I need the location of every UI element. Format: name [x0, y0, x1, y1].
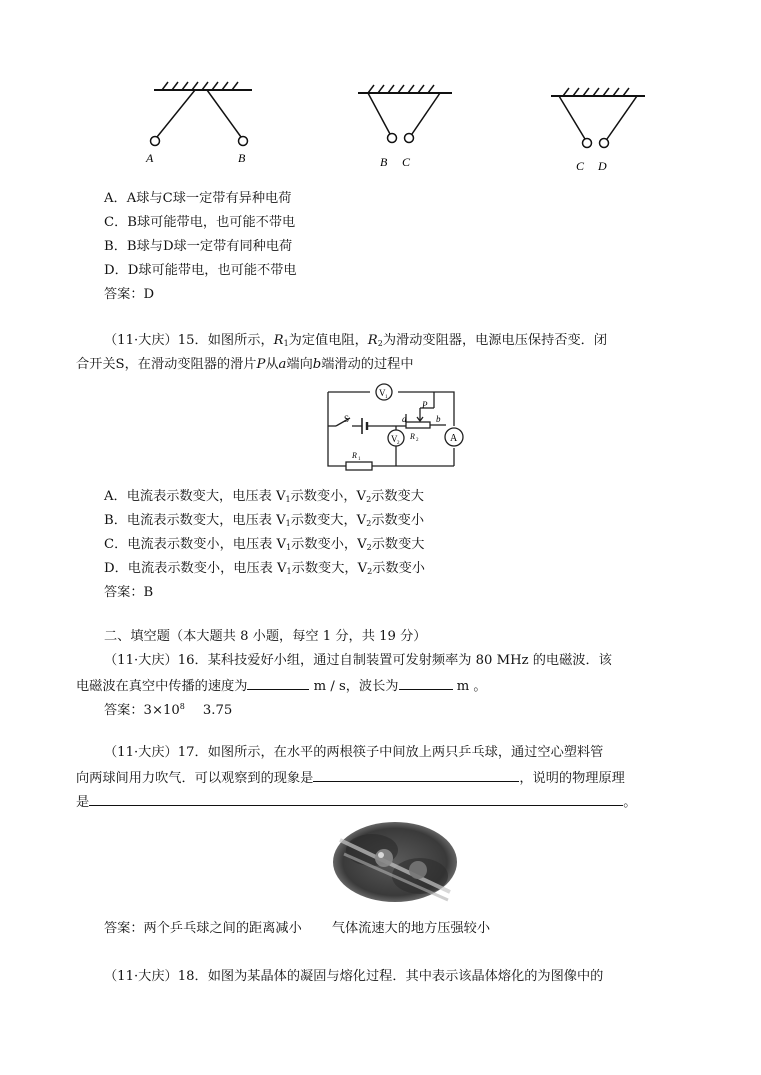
q17-line1: （11·大庆）17．如图所示，在水平的两根筷子中间放上两只乒乓球，通过空心塑料管	[104, 745, 604, 760]
blank-speed[interactable]	[247, 676, 309, 690]
ball-label: B	[238, 151, 246, 165]
q14-option-a: A．A球与C球一定带有异种电荷	[104, 191, 292, 206]
pendulum-figure-ab	[140, 80, 270, 170]
q15-stem-line1: （11·大庆）15．如图所示，$R_1$为定值电阻，$R_2$为滑动变阻器，电源电压保持否变．闭	[104, 333, 608, 348]
blank-wavelength[interactable]	[399, 676, 453, 690]
svg-text:2: 2	[416, 438, 419, 443]
ball-label: B	[380, 155, 388, 169]
ball-c	[583, 139, 592, 148]
svg-text:1: 1	[385, 395, 388, 400]
ball-label: C	[576, 159, 585, 173]
ball-a	[151, 137, 160, 146]
q14-option-d: D．D球可能带电，也可能不带电	[104, 263, 297, 278]
circuit-diagram	[310, 378, 470, 478]
blank-principle[interactable]	[89, 792, 623, 806]
q14-option-c: C．B球可能带电，也可能不带电	[104, 215, 296, 230]
q15-option-d: D．电流表示数变小，电压表 $V_1$示数变大，$V_2$示数变小	[104, 561, 425, 576]
svg-text:R: R	[352, 451, 357, 460]
svg-text:S: S	[344, 414, 350, 424]
q17-line3: 是 。	[76, 792, 636, 812]
svg-text:2: 2	[397, 441, 400, 446]
q16-line1: （11·大庆）16．某科技爱好小组，通过自制装置可发射频率为 80 MHz 的电磁波．该	[104, 653, 612, 668]
q18-line1: （11·大庆）18．如图为某晶体的凝固与熔化过程．其中表示该晶体熔化的为图像中的	[104, 969, 604, 984]
q17-answer: 答案：两个乒乓球之间的距离减小 气体流速大的地方压强较小	[104, 921, 491, 936]
ball-d	[600, 139, 609, 148]
q15-option-c: C．电流表示数变小，电压表 $V_1$示数变小，$V_2$示数变大	[104, 537, 425, 552]
ball-label: A	[146, 151, 154, 165]
q15-option-b: B．电流表示数变大，电压表 $V_1$示数变大，$V_2$示数变小	[104, 513, 425, 528]
svg-text:V: V	[391, 434, 398, 444]
svg-text:b: b	[436, 414, 441, 424]
ball-label: D	[598, 159, 607, 173]
svg-text:a: a	[402, 414, 407, 424]
ball-b	[239, 137, 248, 146]
ball-b	[388, 134, 397, 143]
svg-text:P: P	[422, 400, 428, 410]
section-title: 二、填空题（本大题共 8 小题，每空 1 分，共 19 分）	[104, 629, 427, 644]
ball-label: C	[402, 155, 411, 169]
q14-answer: 答案：D	[104, 287, 155, 302]
q16-answer: 答案：$3\times 10^8$ 3.75	[104, 702, 233, 718]
q14-option-b: B．B球与D球一定带有同种电荷	[104, 239, 293, 254]
q15-option-a: A．电流表示数变大，电压表 $V_1$示数变小，$V_2$示数变大	[104, 489, 424, 504]
blank-phenomenon[interactable]	[313, 768, 519, 782]
q17-line2: 向两球间用力吹气．可以观察到的现象是 ，说明的物理原理	[76, 768, 625, 788]
pendulum-figure-bc	[350, 80, 460, 170]
svg-text:A: A	[450, 433, 458, 444]
q15-stem-line2: 合开关S，在滑动变阻器的滑片P从a端向b端滑动的过程中	[76, 357, 414, 372]
q15-answer: 答案：B	[104, 585, 154, 600]
svg-text:R: R	[410, 432, 415, 441]
pendulum-figure-cd	[545, 80, 655, 175]
q16-line2: 电磁波在真空中传播的速度为 m / s，波长为 m 。	[76, 676, 487, 696]
svg-text:1: 1	[358, 457, 361, 462]
ball-c	[405, 134, 414, 143]
svg-text:V: V	[379, 388, 386, 398]
ping-pong-photo	[332, 820, 458, 904]
